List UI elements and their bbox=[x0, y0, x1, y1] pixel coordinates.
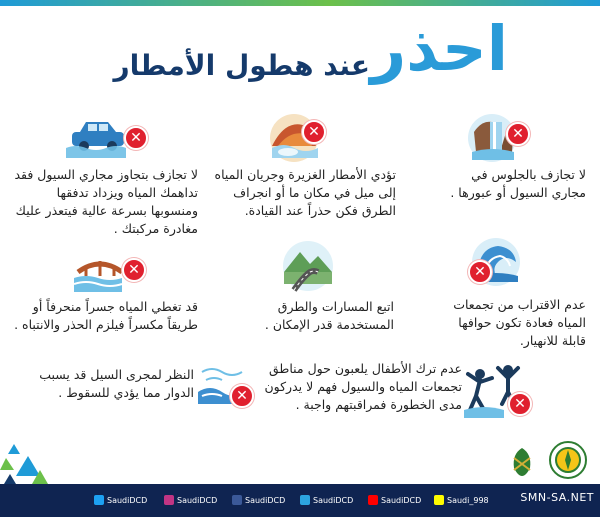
title-main: احذر bbox=[370, 12, 508, 85]
decorative-triangles bbox=[0, 440, 60, 484]
facebook-icon bbox=[232, 495, 242, 505]
youtube-icon bbox=[368, 495, 378, 505]
social-telegram[interactable] bbox=[300, 493, 353, 507]
warning-x-icon: ✕ bbox=[230, 384, 254, 408]
bridge-icon bbox=[74, 252, 150, 296]
social-instagram[interactable] bbox=[164, 493, 217, 507]
warning-item-1: لا تجازف بالجلوس في مجاري السيول أو عبورها . bbox=[450, 167, 586, 200]
warning-item-4: عدم الاقتراب من تجمعات المياه فعادة تكون حوافها قابلة للانهيار. bbox=[453, 297, 586, 348]
warning-x-icon: ✕ bbox=[468, 260, 492, 284]
social-handle: SaudiDCD bbox=[177, 495, 218, 505]
civil-defense-emblem bbox=[548, 440, 588, 480]
social-snapchat[interactable] bbox=[434, 493, 489, 507]
warning-x-icon: ✕ bbox=[508, 392, 532, 416]
warning-item-8: النظر لمجرى السيل قد يسبب الدوار مما يؤدي للسقوط . bbox=[39, 367, 194, 400]
title-sub: عند هطول الأمطار bbox=[113, 49, 370, 82]
water-wave-icon bbox=[468, 236, 524, 288]
warning-item-5: اتبع المسارات والطرق المستخدمة قدر الإمكان . bbox=[264, 299, 394, 332]
social-handle: SaudiDCD bbox=[381, 495, 422, 505]
social-handle: SaudiDCD bbox=[107, 495, 148, 505]
warning-x-icon: ✕ bbox=[506, 122, 530, 146]
social-twitter[interactable] bbox=[94, 493, 147, 507]
social-handle: SaudiDCD bbox=[245, 495, 286, 505]
warning-item-2: تؤدي الأمطار الغزيرة وجريان المياه إلى ميل في مكان ما أو انجراف الطرق فكن حذراً عند القيادة. bbox=[214, 167, 396, 218]
title-block bbox=[0, 14, 600, 98]
warning-x-icon: ✕ bbox=[122, 258, 146, 282]
waterfall-icon bbox=[468, 112, 524, 164]
warning-item-6: قد تغطي المياه جسراً منحرفاً أو طريقاً مكسراً فيلزم الحذر والانتباه . bbox=[14, 299, 198, 332]
children-icon bbox=[464, 364, 532, 420]
ministry-emblem bbox=[504, 444, 540, 480]
dizzy-water-icon bbox=[198, 362, 260, 408]
social-handle: Saudi_998 bbox=[447, 495, 489, 505]
mountain-road-icon bbox=[280, 240, 336, 292]
instagram-icon bbox=[164, 495, 174, 505]
landslide-icon bbox=[266, 112, 326, 164]
social-handle: SaudiDCD bbox=[313, 495, 354, 505]
telegram-icon bbox=[300, 495, 310, 505]
top-gradient-bar bbox=[0, 0, 600, 6]
watermark: SMN-SA.NET bbox=[520, 491, 594, 504]
car-flood-icon bbox=[66, 116, 150, 160]
warning-x-icon: ✕ bbox=[302, 120, 326, 144]
snapchat-icon bbox=[434, 495, 444, 505]
social-facebook[interactable] bbox=[232, 493, 285, 507]
warning-x-icon: ✕ bbox=[124, 126, 148, 150]
warning-item-7: عدم ترك الأطفال يلعبون حول مناطق تجمعات المياه والسيول فهم لا يدركون مدى الخطورة فمراقبتهم واجبة . bbox=[264, 361, 462, 412]
warning-item-3: لا تجازف بتجاوز مجاري السيول فقد تداهمك المياه ويزداد تدفقها ومنسوبها بسرعة عالية فيتعذر عليك مغادرة مركبتك . bbox=[14, 167, 198, 236]
social-youtube[interactable] bbox=[368, 493, 421, 507]
twitter-icon bbox=[94, 495, 104, 505]
